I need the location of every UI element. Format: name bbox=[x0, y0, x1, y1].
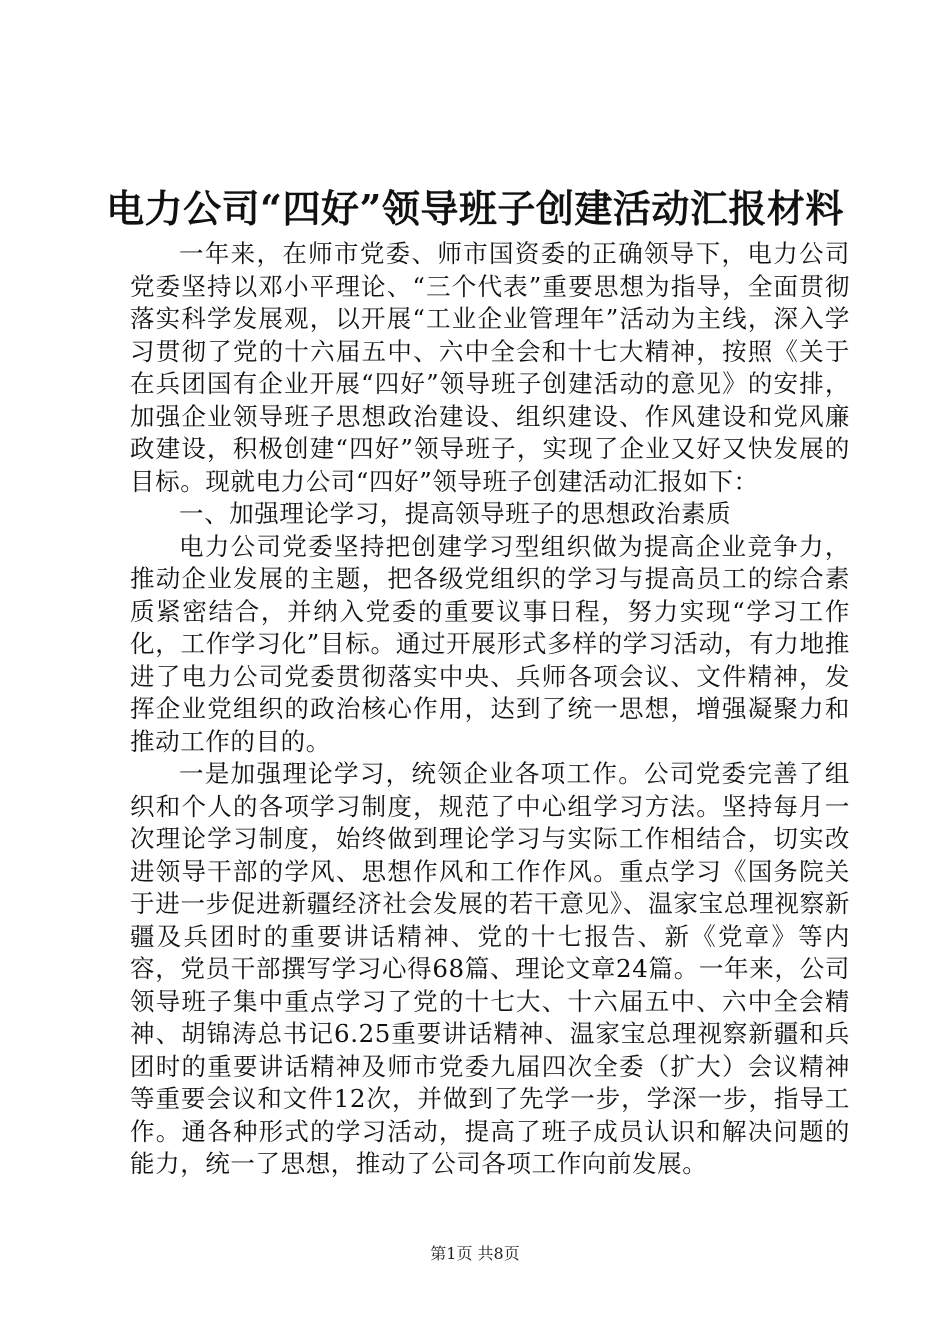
document-title: 电力公司“四好”领导班子创建活动汇报材料 bbox=[106, 186, 844, 231]
page-number-footer: 第1页 共8页 bbox=[430, 1244, 520, 1263]
section-heading-1: 一、加强理论学习，提高领导班子的思想政治素质 bbox=[179, 499, 732, 528]
document-body bbox=[130, 238, 850, 1181]
section-1-point-1-paragraph: 一是加强理论学习，统领企业各项工作。公司党委完善了组织和个人的各项学习制度，规范了中心组学习方法。坚持每月一次理论学习制度，始终做到理论学习与实际工作相结合，切实改进领导干部的学风、思想作风和工作作风。重点学习《国务院关于进一步促进新疆经济社会发展的若干意见》、温家宝总理视察新疆及兵团时的重要讲话精神、党的十七报告、新《党章》等内容，党员干部撰写学习心得68篇、理论文章24篇。一年来，公司领导班子集中重点学习了党的十七大、十六届五中、六中全会精神、胡锦涛总书记6.25重要讲话精神、温家宝总理视察新疆和兵团时的重要讲话精神及师市党委九届四次全委（扩大）会议精神等重要会议和文件12次，并做到了先学一步，学深一步，指导工作。通各种形式的学习活动，提高了班子成员认识和解决问题的能力，统一了思想，推动了公司各项工作向前发展。 bbox=[130, 759, 850, 1178]
intro-paragraph: 一年来，在师市党委、师市国资委的正确领导下，电力公司党委坚持以邓小平理论、“三个代表”重要思想为指导，全面贯彻落实科学发展观，以开展“工业企业管理年”活动为主线，深入学习贯彻了党的十六届五中、六中全会和十七大精神，按照《关于在兵团国有企业开展“四好”领导班子创建活动的意见》的安排，加强企业领导班子思想政治建设、组织建设、作风建设和党风廉政建设，积极创建“四好”领导班子，实现了企业又好又快发展的目标。现就电力公司“四好”领导班子创建活动汇报如下： bbox=[130, 239, 850, 496]
section-1-paragraph: 电力公司党委坚持把创建学习型组织做为提高企业竞争力，推动企业发展的主题，把各级党组织的学习与提高员工的综合素质紧密结合，并纳入党委的重要议事日程，努力实现“学习工作化，工作学习化”目标。通过开展形式多样的学习活动，有力地推进了电力公司党委贯彻落实中央、兵师各项会议、文件精神，发挥企业党组织的政治核心作用，达到了统一思想，增强凝聚力和推动工作的目的。 bbox=[130, 531, 850, 756]
